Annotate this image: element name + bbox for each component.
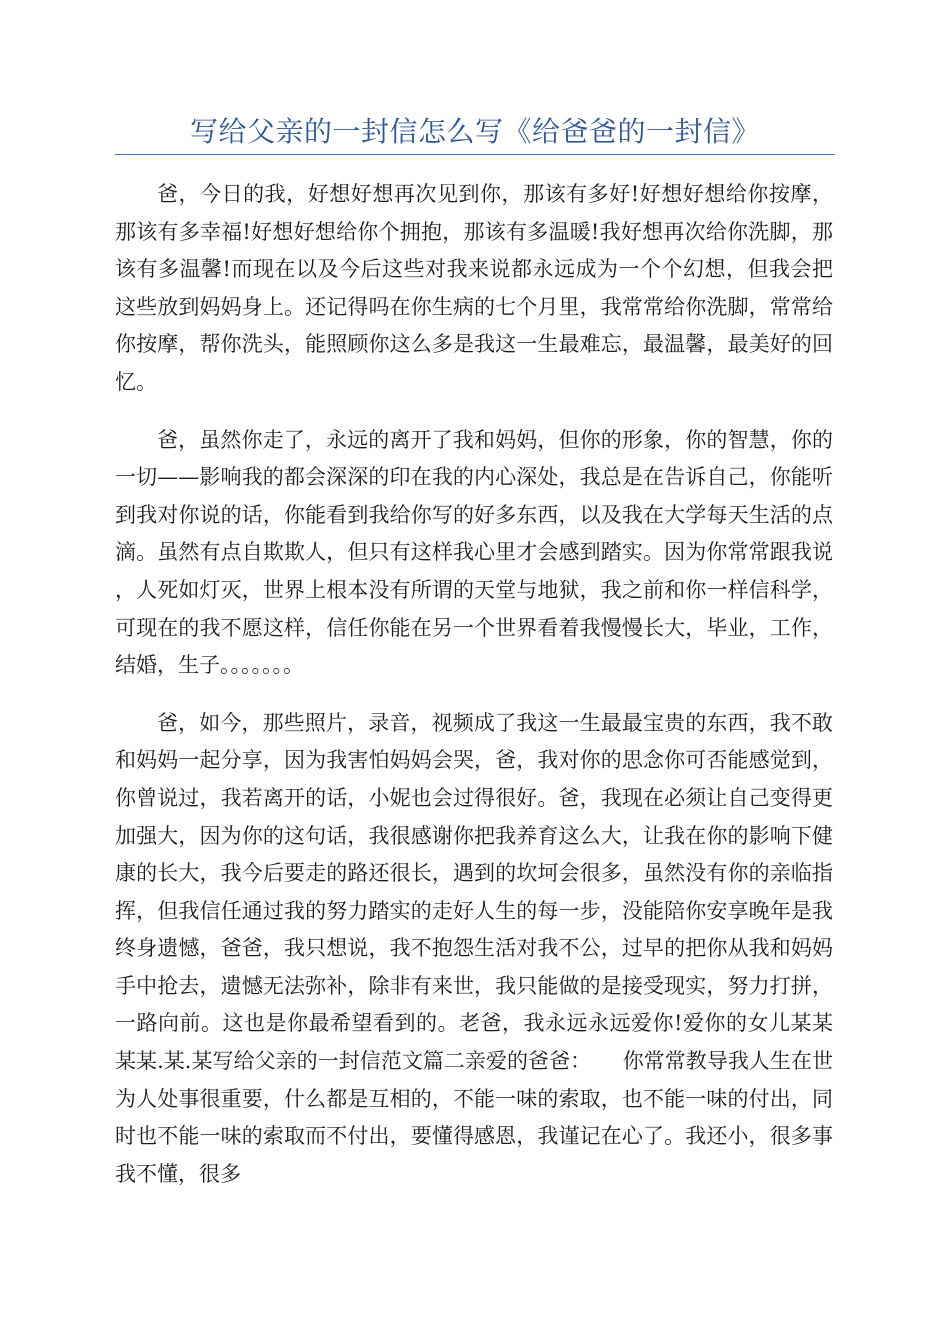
paragraph-3: 爸，如今，那些照片，录音，视频成了我这一生最最宝贵的东西，我不敢和妈妈一起分享，因为我害怕妈妈会哭，爸，我对你的思念你可否能感觉到，你曾说过，我若离开的话，小妮也会过得很好。爸，我现在必须让自己变得更加强大，因为你的这句话，我很感谢你把我养育这么大，让我在你的影响下健康的长大，我今后要走的路还很长，遇到的坎坷会很多，虽然没有你的亲临指挥，但我信任通过我的努力踏实的走好人生的每一步，没能陪你安享晚年是我终身遗憾，爸爸，我只想说，我不抱怨生活对我不公，过早的把你从我和妈妈手中抢去，遗憾无法弥补，除非有来世，我只能做的是接受现实，努力打拼，一路向前。这也是你最希望看到的。老爸，我永远永远爱你!爱你的女儿某某某某.某.某写给父亲的一封信范文篇二亲爱的爸爸： 你常常教导我人生在世为人处事很重要，什么都是互相的，不能一味的索取，也不能一味的付出，同时也不能一味的索取而不付出，要懂得感恩，我谨记在心了。我还小，很多事我不懂，很多	[115, 710, 833, 1186]
paragraph-1: 爸，今日的我，好想好想再次见到你，那该有多好!好想好想给你按摩，那该有多幸福!好想好想给你个拥抱，那该有多温暖!我好想再次给你洗脚，那该有多温馨!而现在以及今后这些对我来说都永远成为一个个幻想，但我会把这些放到妈妈身上。还记得吗在你生病的七个月里，我常常给你洗脚，常常给你按摩，帮你洗头，能照顾你这么多是我这一生最难忘，最温馨，最美好的回忆。	[115, 182, 833, 394]
title-underline	[115, 154, 835, 155]
paragraph-2: 爸，虽然你走了，永远的离开了我和妈妈，但你的形象，你的智慧，你的一切——影响我的都会深深的印在我的内心深处，我总是在告诉自己，你能听到我对你说的话，你能看到我给你写的好多东西，以及我在大学每天生活的点滴。虽然有点自欺欺人，但只有这样我心里才会感到踏实。因为你常常跟我说，人死如灯灭，世界上根本没有所谓的天堂与地狱，我之前和你一样信科学，可现在的我不愿这样，信任你能在另一个世界看着我慢慢长大，毕业，工作，结婚，生子。。。。。。。	[115, 427, 833, 678]
letter-body	[115, 176, 833, 1213]
document-title: 写给父亲的一封信怎么写《给爸爸的一封信》	[189, 115, 760, 148]
